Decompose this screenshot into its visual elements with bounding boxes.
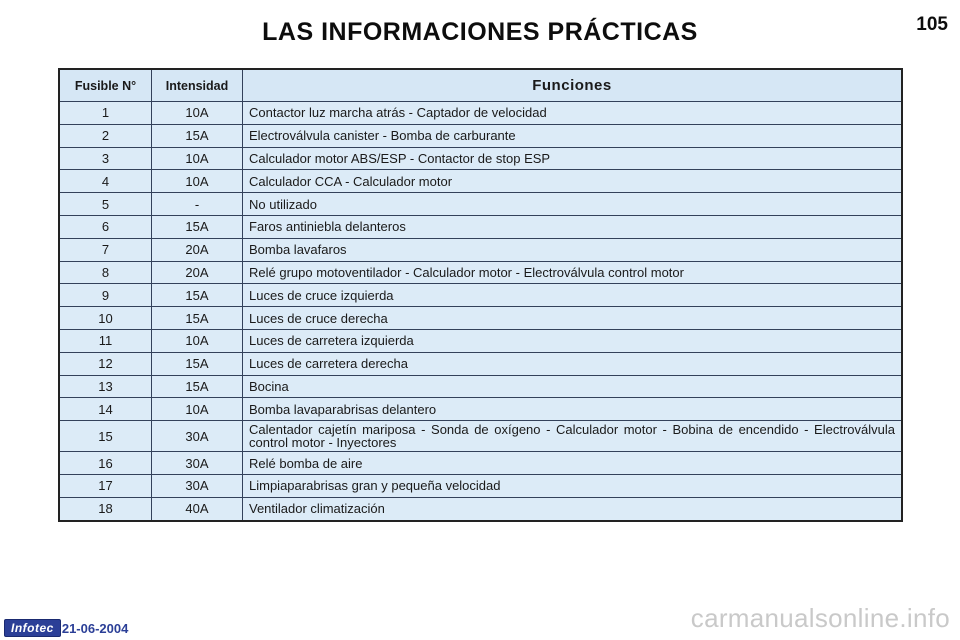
rating-cell: 10A — [152, 102, 243, 125]
rating-cell: 40A — [152, 497, 243, 520]
table-row — [59, 352, 902, 375]
fuse-number-cell: 16 — [59, 452, 152, 475]
rating-cell: 10A — [152, 170, 243, 193]
fuse-number-cell: 9 — [59, 284, 152, 307]
table-row — [59, 497, 902, 520]
table-row — [59, 452, 902, 475]
fuse-number-cell: 1 — [59, 102, 152, 125]
function-cell: Luces de carretera derecha — [243, 352, 903, 375]
table-row — [59, 375, 902, 398]
function-cell: Contactor luz marcha atrás - Captador de velocidad — [243, 102, 903, 125]
fuse-number-cell: 13 — [59, 375, 152, 398]
fuse-number-cell: 7 — [59, 238, 152, 261]
function-cell: Calentador cajetín mariposa - Sonda de oxígeno - Calculador motor - Bobina de encendido - Electroválvula control motor - Inyectores — [243, 421, 903, 452]
rating-cell: 20A — [152, 261, 243, 284]
rating-cell: 15A — [152, 307, 243, 330]
header-functions: Funciones — [243, 69, 903, 102]
rating-cell: 10A — [152, 147, 243, 170]
rating-cell: 10A — [152, 398, 243, 421]
fuse-number-cell: 14 — [59, 398, 152, 421]
table-row — [59, 238, 902, 261]
table-row — [59, 170, 902, 193]
table-row — [59, 147, 902, 170]
function-cell: No utilizado — [243, 193, 903, 216]
table-row — [59, 329, 902, 352]
fuse-table — [58, 68, 903, 522]
footer — [4, 619, 128, 637]
table-row — [59, 124, 902, 147]
function-cell: Bocina — [243, 375, 903, 398]
function-cell: Electroválvula canister - Bomba de carburante — [243, 124, 903, 147]
rating-cell: 15A — [152, 124, 243, 147]
rating-cell: 30A — [152, 452, 243, 475]
table-row — [59, 284, 902, 307]
table-row — [59, 193, 902, 216]
table-header-row — [59, 69, 902, 102]
fuse-number-cell: 6 — [59, 215, 152, 238]
function-cell: Faros antiniebla delanteros — [243, 215, 903, 238]
watermark: carmanualsonline.info — [690, 603, 950, 633]
function-cell: Bomba lavaparabrisas delantero — [243, 398, 903, 421]
table-body — [59, 102, 902, 521]
fuse-number-cell: 12 — [59, 352, 152, 375]
rating-cell: 15A — [152, 215, 243, 238]
infotec-logo: Infotec — [4, 619, 61, 637]
function-cell: Relé grupo motoventilador - Calculador motor - Electroválvula control motor — [243, 261, 903, 284]
table-row — [59, 474, 902, 497]
fuse-number-cell: 3 — [59, 147, 152, 170]
header-rating: Intensidad — [152, 69, 243, 102]
footer-date: 21-06-2004 — [61, 620, 129, 636]
function-cell: Calculador CCA - Calculador motor — [243, 170, 903, 193]
fuse-number-cell: 10 — [59, 307, 152, 330]
table-row — [59, 421, 902, 452]
rating-cell: - — [152, 193, 243, 216]
table-row — [59, 307, 902, 330]
function-cell: Luces de carretera izquierda — [243, 329, 903, 352]
rating-cell: 30A — [152, 474, 243, 497]
table-row — [59, 398, 902, 421]
fuse-number-cell: 8 — [59, 261, 152, 284]
fuse-number-cell: 15 — [59, 421, 152, 452]
rating-cell: 15A — [152, 375, 243, 398]
function-cell: Luces de cruce izquierda — [243, 284, 903, 307]
fuse-number-cell: 2 — [59, 124, 152, 147]
table-row — [59, 261, 902, 284]
function-cell: Limpiaparabrisas gran y pequeña velocidad — [243, 474, 903, 497]
function-cell: Bomba lavafaros — [243, 238, 903, 261]
fuse-number-cell: 5 — [59, 193, 152, 216]
fuse-number-cell: 17 — [59, 474, 152, 497]
rating-cell: 15A — [152, 284, 243, 307]
table-row — [59, 215, 902, 238]
function-cell: Relé bomba de aire — [243, 452, 903, 475]
fuse-number-cell: 4 — [59, 170, 152, 193]
fuse-number-cell: 18 — [59, 497, 152, 520]
rating-cell: 15A — [152, 352, 243, 375]
function-cell: Calculador motor ABS/ESP - Contactor de stop ESP — [243, 147, 903, 170]
table-row — [59, 102, 902, 125]
rating-cell: 10A — [152, 329, 243, 352]
header-fuse-number: Fusible N° — [59, 69, 152, 102]
rating-cell: 20A — [152, 238, 243, 261]
rating-cell: 30A — [152, 421, 243, 452]
fuse-number-cell: 11 — [59, 329, 152, 352]
page-number: 105 — [916, 14, 948, 35]
function-cell: Luces de cruce derecha — [243, 307, 903, 330]
page-title: LAS INFORMACIONES PRÁCTICAS — [262, 18, 698, 46]
function-cell: Ventilador climatización — [243, 497, 903, 520]
